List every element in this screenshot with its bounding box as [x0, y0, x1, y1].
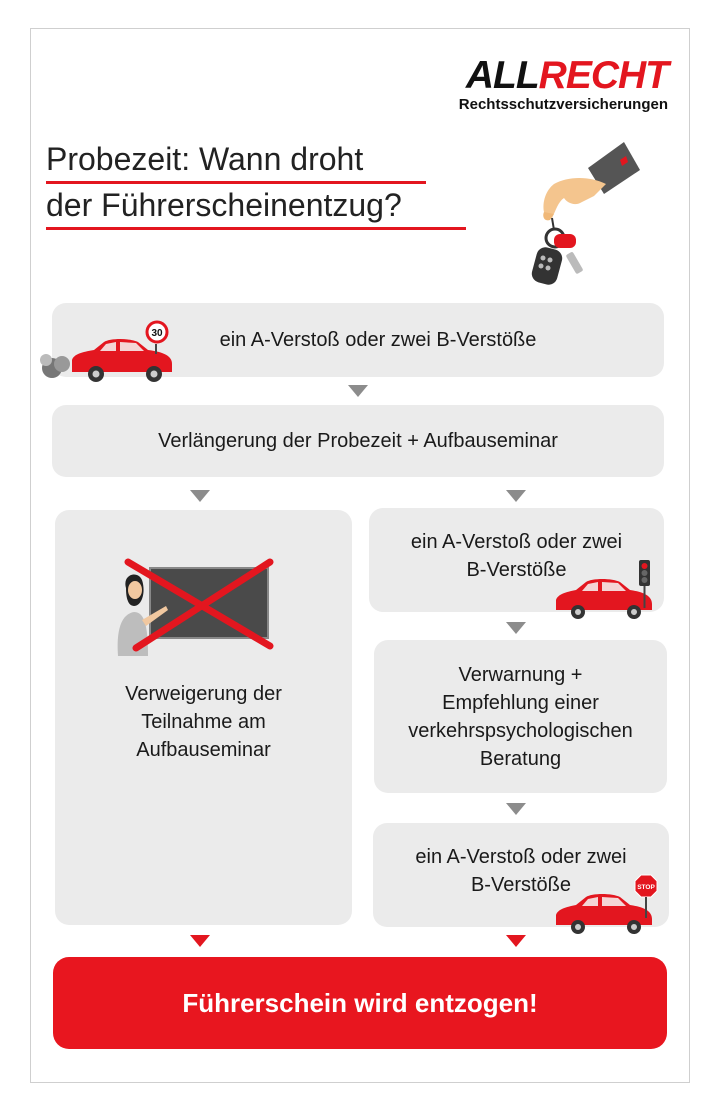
arrow-right-to-result — [506, 935, 526, 947]
logo-part-all: ALL — [465, 54, 539, 97]
logo-part-recht: RECHT — [538, 54, 668, 97]
arrow-to-left-branch — [190, 490, 210, 502]
arrow-to-right-branch — [506, 490, 526, 502]
step1-text: ein A-Verstoß oder zwei B-Verstöße — [219, 329, 537, 351]
step2-box — [52, 405, 664, 477]
traffic-light-icon — [637, 560, 653, 608]
right2-text: Verwarnung + Empfehlung einer verkehrspsychologischen Beratung — [408, 663, 633, 770]
stop-sign-icon — [634, 874, 658, 918]
arrow-right1-to-right2 — [506, 622, 526, 634]
speed-limit-sign-icon — [145, 320, 169, 344]
step2-text: Verlängerung der Probezeit + Aufbauseminar — [158, 430, 558, 452]
right3-text: ein A-Verstoß oder zwei B-Verstöße — [415, 846, 627, 896]
hand-with-car-keys-icon — [528, 140, 648, 290]
allrecht-logo — [428, 56, 668, 114]
arrow-right2-to-right3 — [506, 803, 526, 815]
title-line-1: Probezeit: Wann droht — [46, 141, 364, 177]
speed-limit-value: 30 — [151, 328, 163, 339]
logo-subtitle: Rechtsschutzversicherungen — [458, 96, 668, 113]
woman-at-board-icon — [108, 556, 283, 656]
title-line-2: der Führerscheinentzug? — [46, 187, 402, 223]
stop-sign-text: STOP — [637, 884, 655, 891]
right1-text: ein A-Verstoß oder zwei B-Verstöße — [410, 531, 623, 581]
result-banner — [53, 957, 667, 1049]
page-title — [46, 138, 402, 230]
right2-box — [374, 640, 667, 793]
arrow-step1-to-step2 — [348, 385, 368, 397]
left-branch-text: Verweigerung der Teilnahme am Aufbauseminar — [125, 683, 282, 761]
arrow-left-to-result — [190, 935, 210, 947]
result-text: Führerschein wird entzogen! — [182, 987, 538, 1018]
